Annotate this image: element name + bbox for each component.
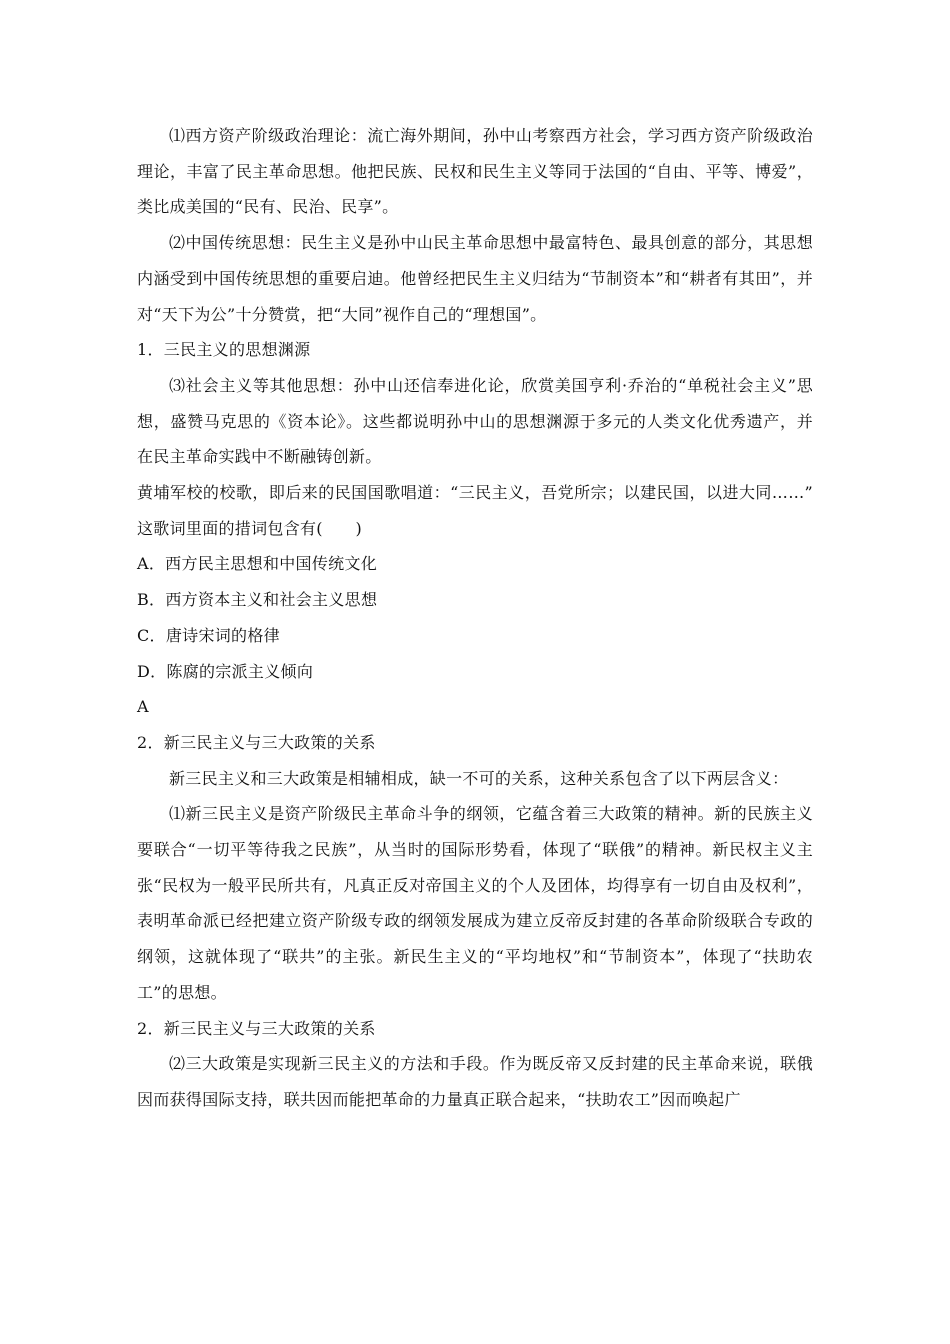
section-heading-relation: 2．新三民主义与三大政策的关系 xyxy=(137,732,376,752)
paragraph-relation-one: ⑴新三民主义是资产阶级民主革命斗争的纲领，它蕴含着三大政策的精神。新的民族主义要联合“一切平等待我之民族”，从当时的国际形势看，体现了“联俄”的精神。新民权主义主张“民权为一般平民所共有，凡真正反对帝国主义的个人及团体，均得享有一切自由及权利”，表明革命派已经把建立资产阶级专政的纲领发展成为建立反帝反封建的各革命阶级联合专政的纲领，这就体现了“联共”的主张。新民生主义的“平均地权”和“节制资本”，体现了“扶助农工”的思想。 xyxy=(137,804,813,1002)
option-c: C．唐诗宋词的格律 xyxy=(137,625,280,645)
paragraph-western-theory: ⑴西方资产阶级政治理论：流亡海外期间，孙中山考察西方社会，学习西方资产阶级政治理论，丰富了民主革命思想。他把民族、民权和民生主义等同于法国的“自由、平等、博爱”，类比成美国的“民有、民治、民享”。 xyxy=(137,126,813,217)
paragraph-relation-two: ⑵三大政策是实现新三民主义的方法和手段。作为既反帝又反封建的民主革命来说，联俄因而获得国际支持，联共因而能把革命的力量真正联合起来，“扶助农工”因而唤起广 xyxy=(137,1054,813,1109)
document-page xyxy=(137,118,813,1118)
paragraph-chinese-tradition: ⑵中国传统思想：民生主义是孙中山民主革命思想中最富特色、最具创意的部分，其思想内涵受到中国传统思想的重要启迪。他曾经把民生主义归结为“节制资本”和“耕者有其田”，并对“天下为公”十分赞赏，把“大同”视作自己的“理想国”。 xyxy=(137,233,813,324)
option-b: B．西方资本主义和社会主义思想 xyxy=(137,590,378,610)
section-heading-origins: 1．三民主义的思想渊源 xyxy=(137,340,311,360)
question-stem: 黄埔军校的校歌，即后来的民国国歌唱道：“三民主义，吾党所宗；以建民国，以进大同……” 这歌词里面的措词包含有( ) xyxy=(137,483,813,538)
paragraph-socialism: ⑶社会主义等其他思想：孙中山还信奉进化论，欣赏美国亨利·乔治的“单税社会主义”思想，盛赞马克思的《资本论》。这些都说明孙中山的思想渊源于多元的人类文化优秀遗产，并在民主革命实践中不断融铸创新。 xyxy=(137,375,813,467)
option-a: A．西方民主思想和中国传统文化 xyxy=(137,554,378,574)
paragraph-relation-intro: 新三民主义和三大政策是相辅相成，缺一不可的关系，这种关系包含了以下两层含义： xyxy=(169,768,789,788)
section-heading-relation-repeat: 2．新三民主义与三大政策的关系 xyxy=(137,1018,376,1038)
option-d: D．陈腐的宗派主义倾向 xyxy=(137,661,314,681)
answer: A xyxy=(137,697,149,717)
